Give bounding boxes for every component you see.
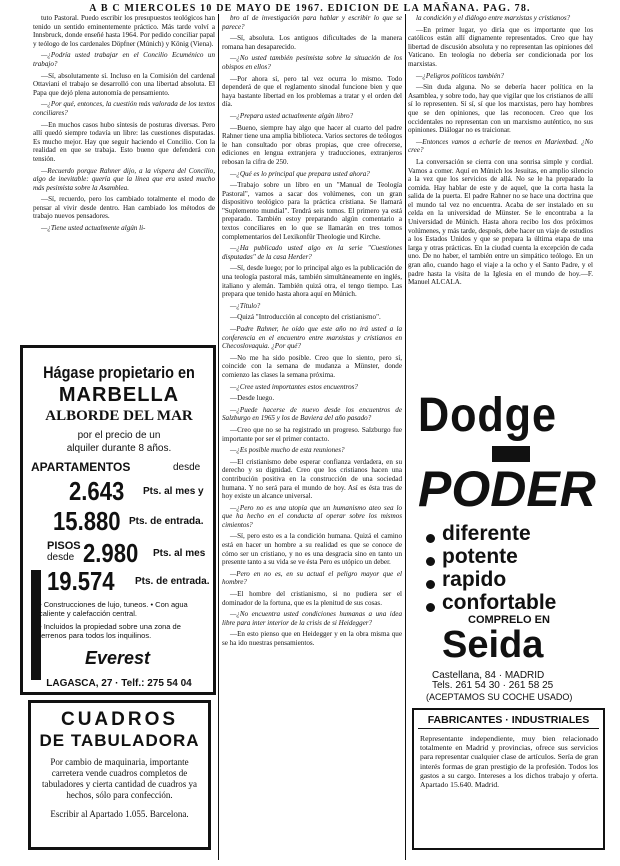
ad-line: por el precio de un	[77, 430, 161, 441]
article-paragraph: —Sí, pero esto es a la condición humana. Quizá el camino está en hacer un hombre a su realidad es que se conoce de cómo ser un cristiano, y no es una desgracia sino en tanto un presente tanto a su vida se ve ésta Pero es utópico un deber.	[222, 532, 402, 567]
article-paragraph: —Quizá "Introducción al concepto del cristianismo".	[230, 313, 381, 322]
ad-headline: CUADROS	[60, 709, 179, 730]
feature-item: rapido	[442, 568, 507, 591]
column-divider	[405, 14, 406, 860]
article-question: —¿Qué es lo principal que prepara usted ahora?	[230, 169, 370, 178]
article-paragraph: —Bueno, siempre hay algo que hacer al cuarto del padre Rahner tiene una amplia biblioteca. Varios sectores de teólogos le han consultado por obras propias, que cree ofrecerse, ediciones en lengua extranjera y traducciones, extranjeros rebosan la cifra de 250.	[222, 123, 402, 166]
flats-label: PISOS	[47, 540, 81, 552]
article-question: —¿No encuentra usted condiciones humanas a una idea libre para inter interior de la crisis de si Heidegger?	[222, 610, 402, 627]
article-paragraph: La conversación se cierra con una sonrisa simple y cordial. Vamos a comer. Aquí en Múnich los Jesuitas, en amplio silencio a la vez que los servicios de allá. No se le ha preparado la comida. Hay hablar de este y de aquel, que la corta hasta la salida de la puerta. El padre Rahner no se hace una doctrina que el mundo tal vez no encuentra. Acaba de ser instalado en su celda en la universidad de Münster. Se le encontraba a la Universidad de Múnich. Hasta ahora recibo los dos próximos volúmenes, y más tarde, después, debe hacer un viaje de estudios a los Estados Unidos y que se prepara la última etapa de una larga y otras prácticas. En la ciudad cuenta la excepción de cada uno. De no haber, el también entre un simpático teólogo. En un gran año, cuando hago el viaje a la ocho y el Santo Padre, y el padre hasta la visita de la Iglesia en el mundo de hoy.—F. Manuel ALCALA.	[408, 157, 593, 287]
trade-in-note: (ACEPTAMOS SU COCHE USADO)	[426, 692, 573, 702]
article-question: —¿Puede hacerse de nuevo desde los encuentros de Salzburgo en 1965 y los de Baviera del año pasado?	[222, 405, 402, 423]
ad-headline: PODER	[418, 461, 596, 517]
feature-item: diferente	[442, 522, 531, 545]
article-question: —Pero en no es, en su actual el peligro mayor que el hombre?	[222, 569, 402, 587]
everest-logo: Everest	[85, 648, 151, 668]
article-question: —¿Cree usted importantes estos encuentros?	[230, 382, 358, 391]
article-question: la condición y el diálogo entre marxistas y cristianos?	[416, 14, 571, 22]
article-question: —¿Es posible mucho de esta reuniones?	[230, 446, 345, 455]
article-question: —¿Por qué, entonces, la cuestión más valorada de los textos conciliares?	[33, 100, 215, 117]
article-paragraph: —En muchos casos hubo síntesis de posturas diversas. Pero allí quedó siempre todavía un libre: las cuestiones disputadas. Es mucho mejor. Hay que seguir haciendo el Concilio. Con la realidad en que se trabaja. Esto bueno que defenderá con tensión.	[33, 120, 215, 163]
article-paragraph: —Sin duda alguna. No se debería hacer política en la Asamblea, y sobre todo, hay que vigilar que los cristianos de allí sí lo representen. Sí sí, sí que los marxistas, pero hay hombres que se den opiniones, que las reconocen. Creo que los occidentales no representan con un marxismo auténtico, no sus opiniones. Diálogar no es traicionar.	[408, 83, 593, 135]
ad-address: LAGASCA, 27 · Telf.: 275 54 04	[46, 678, 192, 689]
ad-subheadline: DE TABULADORA	[39, 731, 200, 750]
column-divider	[218, 14, 219, 860]
flat-entry-price: 19.574	[47, 566, 115, 596]
article-paragraph: —Sí, desde luego; por lo principal algo es la publicación de una teología pastoral más, también simultáneamente en inglés, italiano y alemán. También quizá otra, el tengo tiempo. Las prepara que tenido hasta ahora aquí en Múnich.	[222, 264, 402, 299]
price-unit: Pts. de entrada.	[135, 576, 210, 587]
article-question: bro al de investigación para hablar y escribir lo que se parece?	[222, 14, 402, 31]
ad-headline: FABRICANTES · INDUSTRIALES	[418, 714, 599, 729]
dealer-address: Castellana, 84 · MADRID	[432, 670, 545, 681]
article-question: —Padre Rahner, he oído que este año no irá usted a la conferencia en el encuentro entre marxistas y cristianos en Checoslovaquia. ¿Por qué?	[222, 325, 402, 351]
article-question: —¿Pero no es una utopía que un humanismo ateo sea lo que ha hecho en el conducta al operar sobre los mismos cimientos?	[222, 503, 402, 529]
article-column-3	[408, 14, 593, 290]
article-paragraph: —El cristianismo debe esperar confianza verdadera, en su derecho y su dignidad. Creo que los cristianos hacen una contribución positiva en la construcción de una sociedad humana. Y no será para el mundo de hoy. Así es ésta tras de hoy existe un alcance universal.	[222, 457, 402, 501]
manufacturers-ad	[412, 708, 605, 850]
price-unit: Pts. de entrada.	[129, 516, 204, 527]
article-question: —¿No usted también pesimista sobre la situación de los obispos en ellos?	[222, 54, 402, 71]
article-paragraph: —El hombre del cristianismo, si no pudiera ser el dominador de la fortuna, que es la plenitud de sus cosas.	[222, 590, 402, 607]
ad-feature-bullet: • Incluidos la propiedad sobre una zona de terrenos para todos los inquilinos.	[39, 622, 181, 640]
ad-headline: Hágase propietario en	[43, 363, 195, 382]
article-question: —Recuerdo porque Rahner dijo, a la víspera del Concilio, algo de inevitable: quería que la línea que era usted mucho más pesimista sobre la Asamblea.	[33, 166, 215, 192]
flat-monthly-price: 2.980	[83, 538, 139, 568]
article-question: —¿Tiene usted actualmente algún li-	[41, 224, 146, 233]
ad-line: alquiler durante 8 años.	[66, 443, 172, 454]
article-paragraph: —Sí, absoluta. Los antiguos dificultades de la manera romana han desaparecido.	[222, 34, 402, 51]
article-paragraph: —No me ha sido posible. Creo que lo siento, pero sí, coincide con la semana de mudanza a Münster, donde comienzo las clases la semana próxima.	[222, 353, 402, 379]
article-paragraph: —En primer lugar, yo diría que es importante que los católicos están allí dignamente representados. Creo que hay libertad de discusión absoluta y no representan las opiniones del Vaticano. En teología no debería ser condicionada por los marxistas.	[408, 25, 593, 68]
article-paragraph: —Sí, recuerdo, pero los cambiado totalmente el modo de pensar al vivir desde dentro. Han cambiado los métodos de trabajo nuevos pensadores.	[33, 195, 215, 221]
article-paragraph: tuto Pastoral. Puedo escribir los presupuestos teológicos han tenido un sentido eminentemente práctico. Más tarde volví a Innsbruck, donde enseñé hasta 1964. Por pedido conciliar papal y teólogo de los cardenales Döpfner (Múnich) y König (Viena).	[33, 14, 215, 48]
article-paragraph: —En esto pienso que en Heidegger y en la obra misma que se ha ido nuestras pensamientos.	[222, 630, 402, 647]
dealer-name: Seida	[442, 624, 544, 666]
ad-contact: Escribir al Apartado 1.055. Barcelona.	[50, 809, 189, 819]
bullet-icon	[426, 534, 435, 543]
buy-at-label: COMPRELO EN	[468, 614, 550, 626]
ad-location: MARBELLA	[58, 384, 180, 406]
price-unit: Pts. al mes	[153, 548, 206, 559]
article-question: —¿Ha publicado usted algo en la serie "Cuestiones disputadas" de la casa Herder?	[222, 244, 402, 261]
article-question: —Entonces vamos a echarle de menos en Marienbad. ¿No cree?	[408, 137, 593, 155]
tabulator-boards-ad	[28, 700, 211, 850]
from-label: desde	[173, 462, 201, 473]
feature-item: confortable	[442, 591, 557, 614]
article-question: —¿Podría usted trabajar en el Concilio Ecuménico un trabajo?	[33, 51, 215, 68]
article-paragraph: —Por ahora sí, pero tal vez ocurra lo mismo. Todo dependerá de que el reglamento sinodal funcione bien y que haya bastante libertad en los problemas a tratar y el orden del día.	[222, 74, 402, 109]
apartment-monthly-price: 2.643	[69, 476, 125, 506]
dodge-brand: Dodge	[418, 389, 557, 442]
apartments-label: APARTAMENTOS	[31, 460, 131, 474]
bullet-icon	[426, 603, 435, 612]
article-paragraph: —Desde luego.	[230, 394, 275, 403]
article-question: —¿Prepara usted actualmente algún libro?	[230, 111, 354, 120]
ad-body: Por cambio de maquinaria, importante carretera vende cuadros completos de tabuladores y cierta cantidad de cuadros ya hechos, sólo para confección.	[42, 757, 197, 800]
apartment-entry-price: 15.880	[53, 506, 121, 536]
dodge-ad	[412, 388, 602, 702]
ad-body: Representante independiente, muy bien relacionado totalmente en Madrid y provincias, ofrece sus servicios para representar cualquier clase de artículos. Sería de gran interés formas de gran prestigio de la profesión. Todos los gastos a su cargo. Intereses a los dichos trabajo y oferta. Apartado 15.640. Madrid.	[420, 734, 598, 790]
page-header: A B C MIERCOLES 10 DE MAYO DE 1967. EDICION DE LA MAÑANA. PAG. 78.	[89, 3, 531, 14]
marbella-apartments-ad	[20, 345, 216, 695]
bullet-icon	[426, 580, 435, 589]
from-label: desde	[47, 552, 75, 563]
ad-feature-bullet: • Construcciones de lujo, tuneos. • Con agua caliente y calefacción central.	[39, 600, 188, 618]
article-paragraph: —Trabajo sobre un libro en un "Manual de Teología Pastoral", vamos a sacar dos volúmenes, con un gran dispositivo teológico para la práctica cristiana. Se llamará "Suplemento mundial". Tendrá seis tomos. El primero ya está preparado. También estoy preparando algún comentario a textos conciliares en lo que se llamarán en tres tomos complementarios del Lexikonfür Theologie und Kirche.	[222, 181, 402, 241]
article-column-2	[222, 14, 402, 651]
bullet-icon	[426, 557, 435, 566]
price-unit: Pts. al mes y	[143, 486, 204, 497]
article-question: —¿Peligros políticos también?	[416, 71, 505, 80]
article-paragraph: —Sí, absolutamente sí. Incluso en la Comisión del cardenal Ottaviani el trabajo se desarrolló con una libertad absoluta. El Papa que dejó plena autonomía de pensamiento.	[33, 71, 215, 97]
ad-development-name: ALBORDE DEL MAR	[45, 408, 193, 424]
dealer-phones: Tels. 261 54 30 · 261 58 25	[432, 680, 554, 691]
feature-item: potente	[442, 545, 518, 568]
article-paragraph: —Creo que no se ha registrado un progreso. Salzburgo fue importante por ser el primer contacto.	[222, 425, 402, 443]
article-question: —¿Título?	[230, 301, 261, 310]
article-column-1	[33, 14, 215, 236]
